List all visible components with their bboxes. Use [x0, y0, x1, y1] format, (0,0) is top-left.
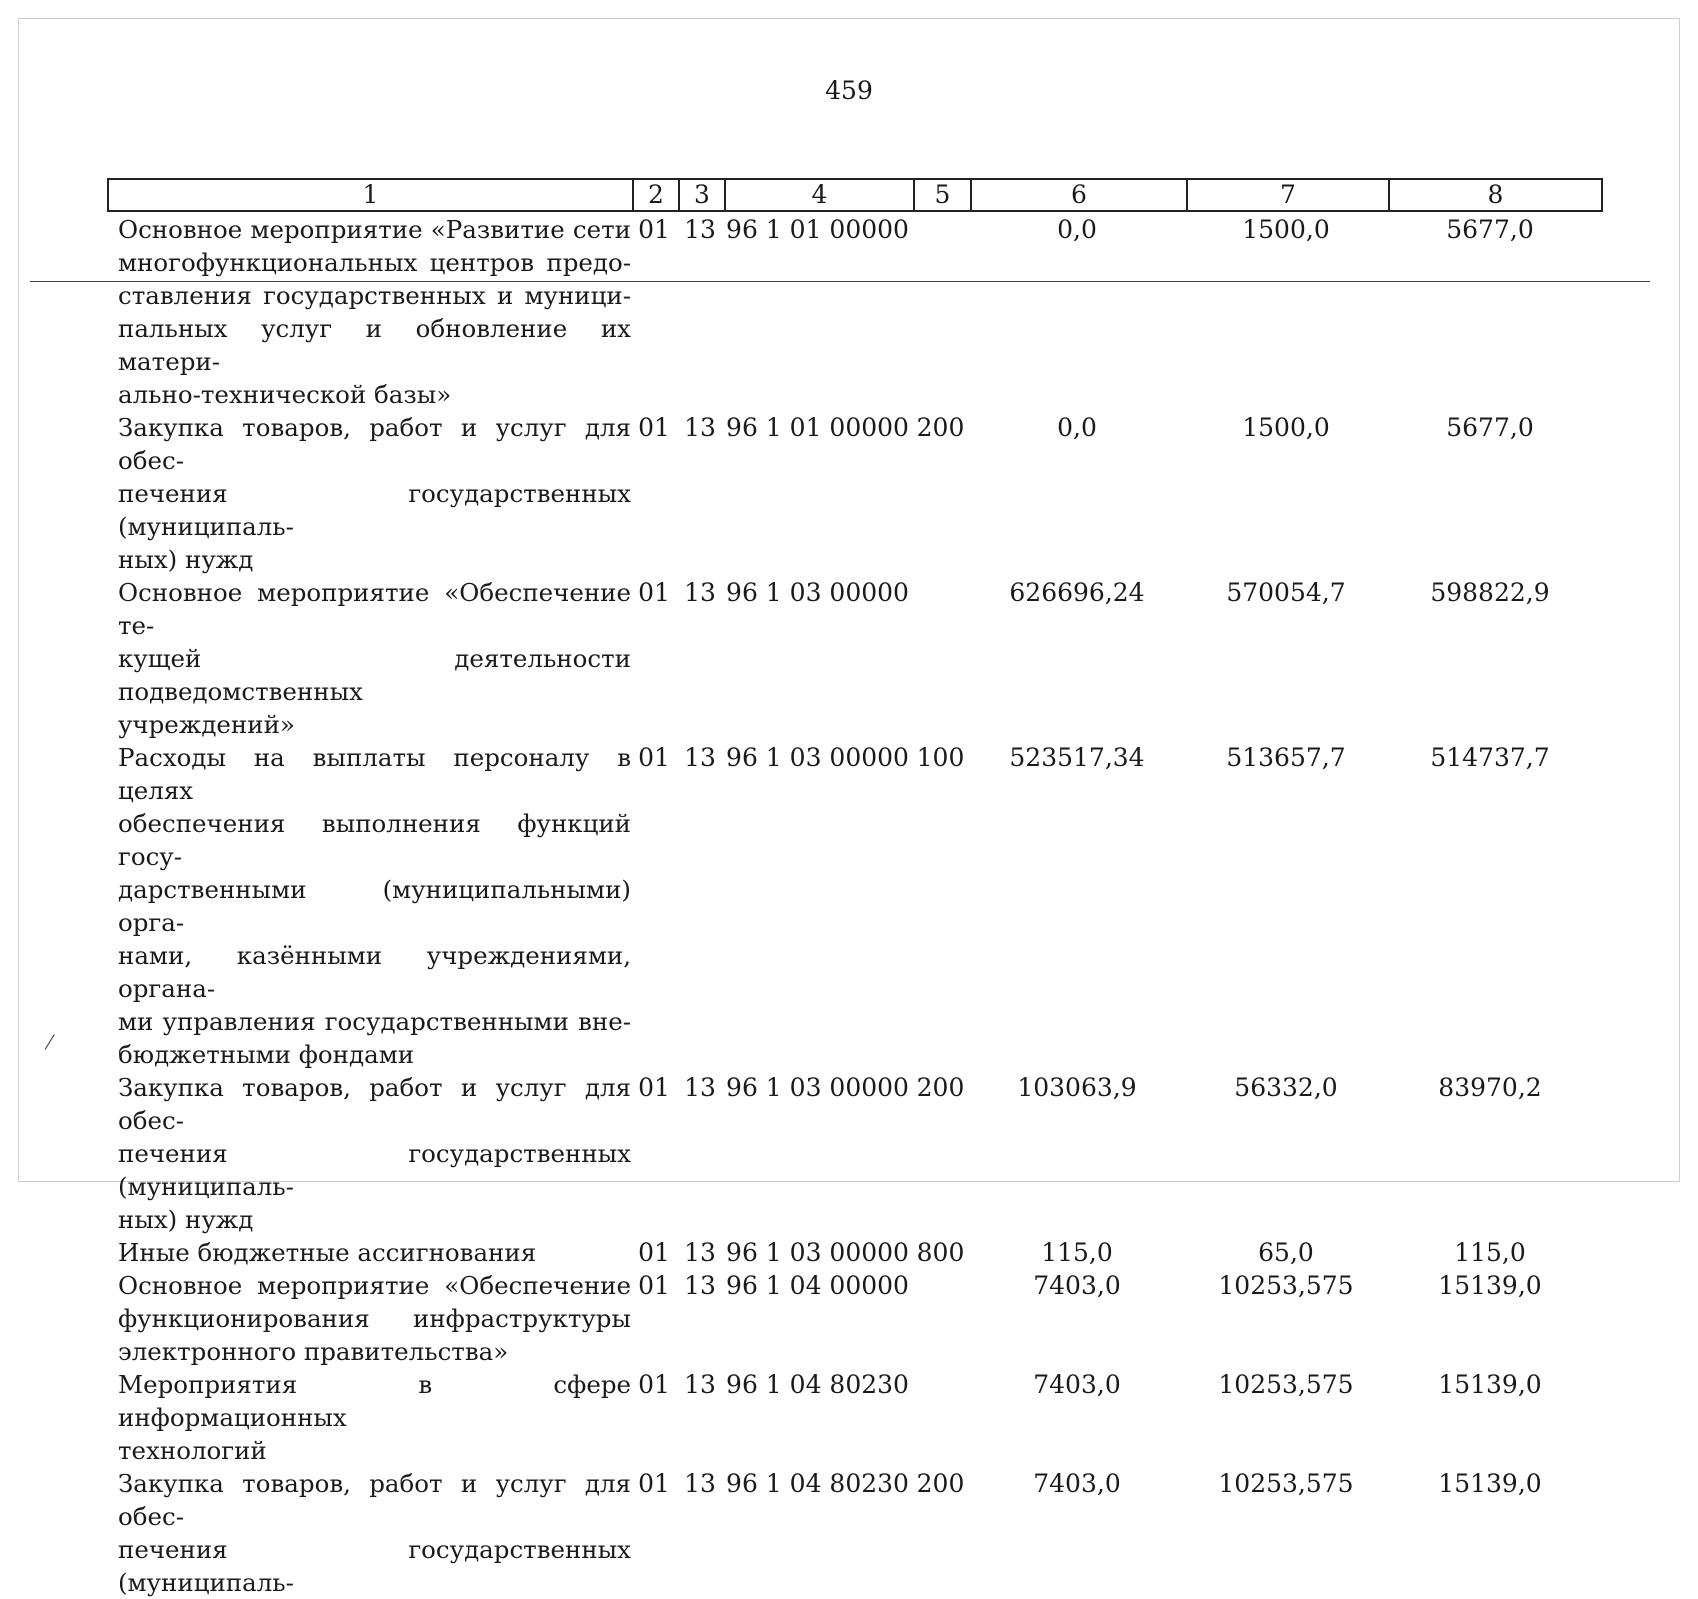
section-code: 01 [638, 1271, 670, 1300]
expense-type: 200 [916, 1469, 965, 1498]
subsection-code: 13 [684, 1073, 716, 1102]
description-line: пальных услуг и обновление их матери- [118, 314, 631, 376]
description-line: ставления государственных и муници- [118, 281, 631, 310]
section-code: 01 [638, 1469, 670, 1498]
amount-col-6: 0,0 [1057, 413, 1097, 442]
subsection-code: 13 [684, 1469, 716, 1498]
description-line: Расходы на выплаты персоналу в целях [118, 743, 631, 805]
header-col-1: 1 [109, 180, 634, 210]
amount-col-6: 523517,34 [1009, 743, 1145, 772]
row-description [107, 741, 631, 1071]
expense-type: 800 [916, 1238, 965, 1267]
amount-col-8: 5677,0 [1446, 215, 1534, 244]
description-line: Основное мероприятие «Обеспечение [118, 1271, 631, 1300]
row-description [107, 1269, 631, 1368]
margin-mark: ⁄ [48, 1030, 52, 1054]
amount-col-7: 513657,7 [1226, 743, 1346, 772]
amount-col-8: 115,0 [1454, 1238, 1526, 1267]
header-col-4: 4 [726, 180, 915, 210]
amount-col-7: 570054,7 [1226, 578, 1346, 607]
header-col-7: 7 [1188, 180, 1390, 210]
page-number: 459 [825, 76, 873, 105]
section-code: 01 [638, 743, 670, 772]
amount-col-6: 115,0 [1041, 1238, 1113, 1267]
row-description [107, 576, 631, 741]
header-col-8: 8 [1487, 180, 1504, 209]
description-line: функционирования инфраструктуры [118, 1304, 631, 1333]
amount-col-7: 65,0 [1258, 1238, 1314, 1267]
description-line: печения государственных (муниципаль- [118, 1139, 631, 1201]
section-code: 01 [638, 1370, 670, 1399]
description-line: ми управления государственными вне- [118, 1007, 631, 1036]
description-line: дарственными (муниципальными) орга- [118, 875, 631, 937]
table-row [107, 411, 1603, 576]
description-line: нами, казёнными учреждениями, органа- [118, 941, 631, 1003]
amount-col-7: 56332,0 [1234, 1073, 1338, 1102]
target-article: 96 1 01 00000 [726, 413, 909, 442]
description-line: бюджетными фондами [118, 1040, 415, 1069]
section-code: 01 [638, 215, 670, 244]
section-code: 01 [638, 1073, 670, 1102]
row-description [107, 1236, 631, 1269]
amount-col-6: 0,0 [1057, 215, 1097, 244]
amount-col-6: 626696,24 [1009, 578, 1145, 607]
row-description [107, 1368, 631, 1467]
description-line: ных) нужд [118, 545, 254, 574]
subsection-code: 13 [684, 1238, 716, 1267]
amount-col-8: 15139,0 [1438, 1370, 1542, 1399]
description-line: обеспечения выполнения функций госу- [118, 809, 631, 871]
description-line: электронного правительства» [118, 1337, 509, 1366]
section-code: 01 [638, 1238, 670, 1267]
amount-col-6: 7403,0 [1033, 1469, 1121, 1498]
table-header [107, 178, 1603, 212]
description-line: учреждений» [118, 710, 295, 739]
description-line: печения государственных (муниципаль- [118, 479, 631, 541]
header-col-3: 3 [680, 180, 726, 210]
amount-col-8: 83970,2 [1438, 1073, 1542, 1102]
description-line: ально-технической базы» [118, 380, 452, 409]
row-description [107, 213, 631, 411]
row-description [107, 411, 631, 576]
description-line: Основное мероприятие «Обеспечение те- [118, 578, 631, 640]
table-row [107, 1071, 1603, 1236]
description-line: Основное мероприятие «Развитие сети [118, 215, 631, 244]
subsection-code: 13 [684, 1370, 716, 1399]
target-article: 96 1 01 00000 [726, 215, 909, 244]
amount-col-8: 514737,7 [1430, 743, 1550, 772]
amount-col-8: 15139,0 [1438, 1469, 1542, 1498]
table-row [107, 1368, 1603, 1467]
table-row [107, 1236, 1603, 1269]
description-line: Закупка товаров, работ и услуг для обес- [118, 1469, 631, 1531]
description-line: технологий [118, 1436, 267, 1465]
target-article: 96 1 04 00000 [726, 1271, 909, 1300]
amount-col-6: 103063,9 [1017, 1073, 1137, 1102]
section-code: 01 [638, 578, 670, 607]
amount-col-6: 7403,0 [1033, 1271, 1121, 1300]
description-line: Закупка товаров, работ и услуг для обес- [118, 413, 631, 475]
description-line: Закупка товаров, работ и услуг для обес- [118, 1073, 631, 1135]
description-line: ных) нужд [118, 1205, 254, 1234]
amount-col-7: 1500,0 [1242, 215, 1330, 244]
target-article: 96 1 03 00000 [726, 1073, 909, 1102]
subsection-code: 13 [684, 413, 716, 442]
target-article: 96 1 04 80230 [726, 1370, 909, 1399]
expense-type: 200 [916, 1073, 965, 1102]
target-article: 96 1 04 80230 [726, 1469, 909, 1498]
description-line: Мероприятия в сфере информационных [118, 1370, 631, 1432]
table-row [107, 576, 1603, 741]
row-description [107, 1467, 631, 1599]
description-line: печения государственных (муниципаль- [118, 1535, 631, 1597]
subsection-code: 13 [684, 215, 716, 244]
amount-col-8: 5677,0 [1446, 413, 1534, 442]
subsection-code: 13 [684, 743, 716, 772]
header-col-2: 2 [634, 180, 680, 210]
expense-type: 100 [916, 743, 965, 772]
amount-col-7: 10253,575 [1218, 1271, 1354, 1300]
table-row [107, 741, 1603, 1071]
target-article: 96 1 03 00000 [726, 578, 909, 607]
amount-col-6: 7403,0 [1033, 1370, 1121, 1399]
row-description [107, 1071, 631, 1236]
description-line: кущей деятельности подведомственных [118, 644, 631, 706]
amount-col-8: 598822,9 [1430, 578, 1550, 607]
description-line: Иные бюджетные ассигнования [118, 1238, 537, 1267]
subsection-code: 13 [684, 1271, 716, 1300]
target-article: 96 1 03 00000 [726, 1238, 909, 1267]
table-body [107, 213, 1603, 1599]
amount-col-7: 10253,575 [1218, 1370, 1354, 1399]
section-code: 01 [638, 413, 670, 442]
amount-col-8: 15139,0 [1438, 1271, 1542, 1300]
description-line: многофункциональных центров предо- [118, 248, 631, 277]
header-col-5: 5 [915, 180, 972, 210]
header-col-6: 6 [972, 180, 1188, 210]
subsection-code: 13 [684, 578, 716, 607]
target-article: 96 1 03 00000 [726, 743, 909, 772]
table-row [107, 213, 1603, 411]
table-row [107, 1467, 1603, 1599]
table-row [107, 1269, 1603, 1368]
amount-col-7: 10253,575 [1218, 1469, 1354, 1498]
amount-col-7: 1500,0 [1242, 413, 1330, 442]
expense-type: 200 [916, 413, 965, 442]
